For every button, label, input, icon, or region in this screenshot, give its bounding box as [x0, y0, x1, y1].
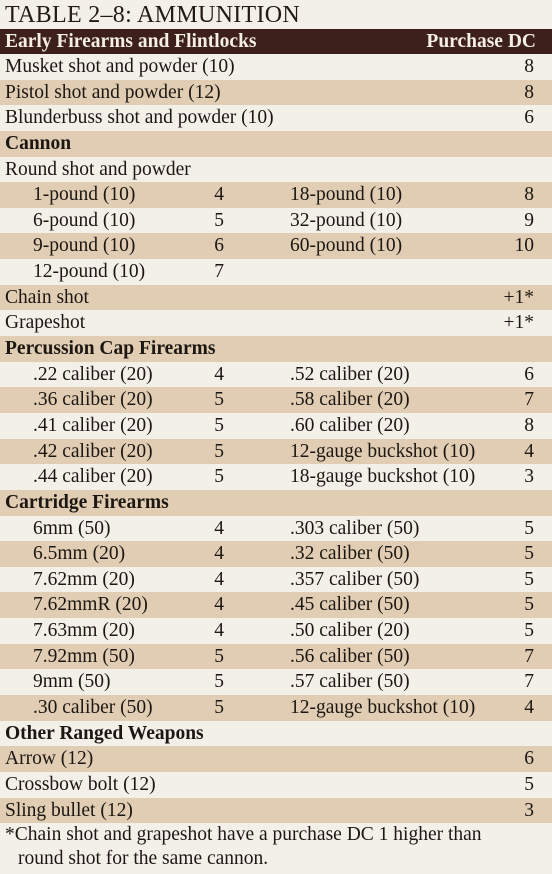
item-purchase-dc: 5 [214, 645, 224, 667]
item-purchase-dc: 8 [524, 81, 534, 103]
table-row [0, 259, 552, 285]
item-purchase-dc: 7 [524, 645, 534, 667]
table-row [0, 362, 552, 388]
item-purchase-dc: 7 [524, 671, 534, 693]
item-name: 7.62mmR (20) [33, 594, 148, 616]
item-name: 7.92mm (50) [33, 645, 135, 667]
table-row [0, 310, 552, 336]
item-purchase-dc: 3 [524, 466, 534, 488]
section-cartridge [0, 490, 552, 516]
item-purchase-dc: 5 [214, 697, 224, 719]
item-name: Crossbow bolt (12) [5, 773, 156, 795]
table-row [0, 387, 552, 413]
item-purchase-dc: 4 [214, 620, 224, 642]
item-purchase-dc: 7 [524, 389, 534, 411]
item-name: .57 caliber (50) [290, 671, 410, 693]
item-name: Blunderbuss shot and powder (10) [5, 107, 274, 129]
item-purchase-dc: 7 [214, 261, 224, 283]
table-row [0, 516, 552, 542]
table-row [0, 80, 552, 106]
item-purchase-dc: 4 [524, 440, 534, 462]
round-shot-label: Round shot and powder [5, 158, 191, 180]
item-name: 7.63mm (20) [33, 620, 135, 642]
header-category: Early Firearms and Flintlocks [5, 31, 257, 52]
item-name: 7.62mm (20) [33, 568, 135, 590]
table-body [0, 54, 552, 823]
item-name: .42 caliber (20) [33, 440, 153, 462]
item-name: .357 caliber (50) [290, 568, 420, 590]
table-row [0, 464, 552, 490]
subsection-round-shot [0, 157, 552, 183]
item-purchase-dc: 6 [214, 235, 224, 257]
item-name: .58 caliber (20) [290, 389, 410, 411]
item-name: 6-pound (10) [33, 209, 136, 231]
item-name: .52 caliber (20) [290, 363, 410, 385]
item-purchase-dc: 5 [524, 543, 534, 565]
item-purchase-dc: 3 [524, 799, 534, 821]
item-name: 9mm (50) [33, 671, 111, 693]
item-name: 18-gauge buckshot (10) [290, 466, 476, 488]
table-row [0, 644, 552, 670]
item-purchase-dc: 5 [214, 389, 224, 411]
table-header [0, 29, 552, 54]
item-purchase-dc: 4 [214, 363, 224, 385]
table-row [0, 182, 552, 208]
section-cartridge-label: Cartridge Firearms [5, 491, 169, 513]
item-purchase-dc: 5 [214, 414, 224, 436]
item-purchase-dc: 6 [524, 363, 534, 385]
item-name: .60 caliber (20) [290, 414, 410, 436]
section-percussion-cap [0, 336, 552, 362]
footnote-line-2: round shot for the same cannon. [18, 848, 269, 870]
table-row [0, 208, 552, 234]
item-purchase-dc: 4 [214, 184, 224, 206]
section-cannon-label: Cannon [5, 132, 72, 154]
item-name: .22 caliber (20) [33, 363, 153, 385]
table-row [0, 233, 552, 259]
table-row [0, 439, 552, 465]
item-purchase-dc: 8 [524, 414, 534, 436]
table-row [0, 746, 552, 772]
item-name: 12-pound (10) [33, 261, 146, 283]
item-purchase-dc: 4 [214, 543, 224, 565]
item-purchase-dc: 5 [214, 440, 224, 462]
item-name: Chain shot [5, 286, 89, 308]
item-purchase-dc: 6 [524, 748, 534, 770]
header-purchase-dc: Purchase DC [426, 31, 536, 52]
item-name: 12-gauge buckshot (10) [290, 440, 476, 462]
table-row [0, 567, 552, 593]
item-purchase-dc: 8 [524, 184, 534, 206]
table-row [0, 592, 552, 618]
item-purchase-dc: 5 [524, 620, 534, 642]
item-name: 6.5mm (20) [33, 543, 126, 565]
item-purchase-dc: 5 [214, 209, 224, 231]
footnote [0, 823, 552, 871]
item-name: Musket shot and powder (10) [5, 56, 235, 77]
item-name: 18-pound (10) [290, 184, 403, 206]
item-purchase-dc: 5 [524, 773, 534, 795]
item-purchase-dc: 4 [214, 568, 224, 590]
item-purchase-dc: 5 [214, 671, 224, 693]
item-purchase-dc: 6 [524, 107, 534, 129]
table-row [0, 618, 552, 644]
item-name: Grapeshot [5, 312, 86, 334]
item-name: Pistol shot and powder (12) [5, 81, 221, 103]
item-name: .32 caliber (50) [290, 543, 410, 565]
item-purchase-dc: 5 [524, 517, 534, 539]
item-name: .45 caliber (50) [290, 594, 410, 616]
item-name: 1-pound (10) [33, 184, 136, 206]
item-purchase-dc: 4 [214, 517, 224, 539]
item-name: .36 caliber (20) [33, 389, 153, 411]
item-purchase-dc: 5 [524, 594, 534, 616]
item-name: .30 caliber (50) [33, 697, 153, 719]
table-title: TABLE 2–8: AMMUNITION [5, 2, 301, 28]
section-other-ranged-label: Other Ranged Weapons [5, 722, 204, 744]
item-purchase-dc: 8 [524, 56, 534, 77]
item-name: .56 caliber (50) [290, 645, 410, 667]
item-name: .303 caliber (50) [290, 517, 420, 539]
item-name: .44 caliber (20) [33, 466, 153, 488]
item-purchase-dc: 5 [214, 466, 224, 488]
item-name: 6mm (50) [33, 517, 111, 539]
table-row [0, 669, 552, 695]
section-cannon [0, 131, 552, 157]
item-purchase-dc: +1* [503, 286, 534, 308]
table-row [0, 105, 552, 131]
table-row [0, 541, 552, 567]
section-other-ranged [0, 721, 552, 747]
table-row [0, 54, 552, 80]
table-row [0, 798, 552, 824]
table-row [0, 772, 552, 798]
item-name: Arrow (12) [5, 748, 94, 770]
table-row [0, 285, 552, 311]
footnote-line-1: *Chain shot and grapeshot have a purchase DC 1 higher than [5, 824, 482, 846]
item-name: .41 caliber (20) [33, 414, 153, 436]
item-purchase-dc: 4 [214, 594, 224, 616]
item-purchase-dc: 4 [524, 697, 534, 719]
item-name: .50 caliber (20) [290, 620, 410, 642]
item-purchase-dc: 5 [524, 568, 534, 590]
item-name: 32-pound (10) [290, 209, 403, 231]
item-name: 12-gauge buckshot (10) [290, 697, 476, 719]
table-row [0, 413, 552, 439]
item-purchase-dc: 10 [514, 235, 534, 257]
table-row [0, 695, 552, 721]
section-percussion-cap-label: Percussion Cap Firearms [5, 338, 216, 360]
item-name: 60-pound (10) [290, 235, 403, 257]
item-name: 9-pound (10) [33, 235, 136, 257]
item-name: Sling bullet (12) [5, 799, 133, 821]
item-purchase-dc: 9 [524, 209, 534, 231]
item-purchase-dc: +1* [503, 312, 534, 334]
